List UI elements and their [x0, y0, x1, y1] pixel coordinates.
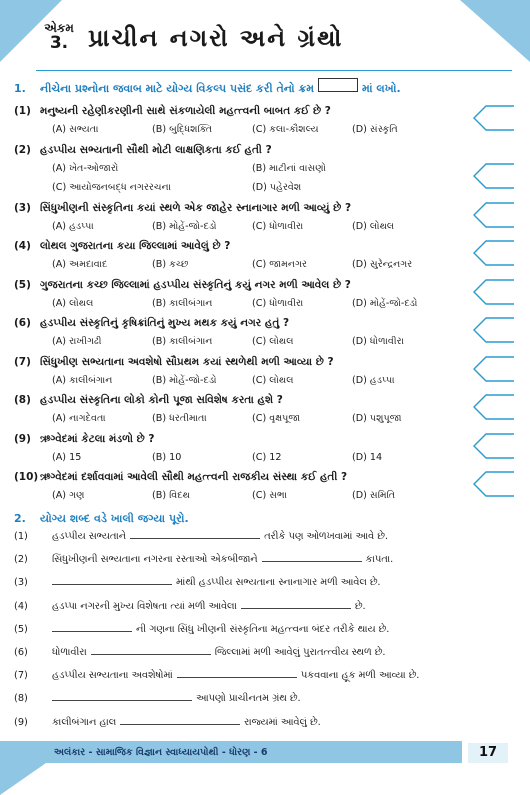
- answer-bracket: [474, 241, 514, 265]
- question-text: સિંધુખીણ સભ્યતાના અવશેષો સૌપ્રથમ કયાં સ્થળેથી મળી આવ્યા છે ?: [40, 355, 334, 368]
- question-text: હડપ્પીય સંસ્કૃતિના લોકો કોની પૂજા સવિશેષ કરતા હશે ?: [40, 394, 283, 406]
- option: (C) સભા: [252, 490, 288, 501]
- page-number: 17: [468, 743, 508, 763]
- option: (C) 12: [252, 451, 282, 463]
- option: (A) હડપ્પા: [52, 220, 94, 232]
- question: (10) ઋગ્વેદમાં દર્શાવવામાં આવેલી સૌથી મહત્ત્વની રાજકીય સંસ્થા કઈ હતી ? (A) ગણ (B) વિદથ (C) સભા (D) સમિતિ: [14, 468, 454, 507]
- question-text: ગુજરાતના કચ્છ જિલ્લામાં હડપ્પીય સંસ્કૃતિનું કયું નગર મળી આવેલ છે ?: [40, 278, 351, 291]
- mcq-instruction: 1. નીચેના પ્રશ્નોના જવાબ માટે યોગ્ય વિકલ્પ પસંદ કરી તેનો ક્રમ માં લખો.: [14, 78, 454, 96]
- option: (A) 15: [52, 451, 82, 463]
- corner-decoration-right: [460, 0, 530, 62]
- option: (A) કાલીબંગાન: [52, 374, 113, 386]
- title-divider: [36, 70, 512, 71]
- option: (B) કાલીબંગાન: [152, 297, 213, 309]
- option: (B) માટીનાં વાસણો: [252, 162, 326, 174]
- option: (D) 14: [352, 451, 383, 463]
- fill-item: (2) સિંધુખીણની સભ્યતાના નગરના રસ્તાઓ એકબીજાને કાપતા.: [14, 554, 394, 566]
- option: (A) ગણ: [52, 490, 85, 501]
- option: (D) સંસ્કૃતિ: [352, 124, 398, 135]
- question-text: ઋગ્વેદમાં દર્શાવવામાં આવેલી સૌથી મહત્ત્વની રાજકીય સંસ્થા કઈ હતી ?: [40, 471, 348, 483]
- fill-instruction: 2. યોગ્ય શબ્દ વડે ખાલી જગ્યા પૂરો.: [14, 512, 189, 525]
- answer-bracket: [474, 280, 514, 304]
- unit-word: એકમ: [44, 21, 74, 35]
- answer-bracket: [474, 472, 514, 496]
- option: (A) નાગદેવતા: [52, 413, 106, 424]
- option: (A) સભ્યતા: [52, 124, 99, 135]
- option: (B) મોહેં-જો-દડો: [152, 220, 217, 232]
- option: (B) કાલીબંગાન: [152, 336, 213, 347]
- blank-line: [130, 530, 260, 539]
- option: (C) ધોળાવીરા: [252, 297, 304, 309]
- footer-title: અલંકાર - સામાજિક વિજ્ઞાન સ્વાધ્યાયપોથી - ધોરણ - 6: [0, 741, 462, 763]
- option: (B) કચ્છ: [152, 259, 189, 270]
- answer-bracket: [474, 395, 514, 419]
- fill-item: (1) હડપ્પીય સભ્યતાને તરીકે પણ ઓળખવામાં આવે છે.: [14, 531, 388, 542]
- blank-line: [120, 716, 240, 725]
- answer-bracket: [474, 357, 514, 381]
- option: (A) ખેત-ઓજારો: [52, 162, 119, 174]
- question: (2) હડપ્પીય સભ્યતાની સૌથી મોટી લાક્ષણિકતા કઈ હતી ? (A) ખેત-ઓજારો (B) માટીનાં વાસણો (C) આયોજનબદ્ધ નગરરચના (D) પહેરવેશ: [14, 141, 454, 199]
- blank-line: [262, 553, 362, 562]
- option: (B) વિદથ: [152, 490, 190, 501]
- fill-item: (4) હડપ્પા નગરની મુખ્ય વિશેષતા ત્યાં મળી આવેલા છે.: [14, 600, 366, 612]
- unit-label: [36, 22, 82, 52]
- option: (C) લોથલ: [252, 336, 294, 347]
- question-text: સિંધુખીણની સંસ્કૃતિના કયાં સ્થળે એક જાહેર સ્નાનાગાર મળી આવ્યું છે ?: [40, 201, 352, 214]
- question: (5) ગુજરાતના કચ્છ જિલ્લામાં હડપ્પીય સંસ્કૃતિનું કયું નગર મળી આવેલ છે ? (A) લોથલ (B) કાલીબંગાન (C) ધોળાવીરા (D) મોહેં-જો-દડો: [14, 276, 454, 315]
- question-text: મનુષ્યની રહેણીકરણીની સાથે સંકળાયેલી મહત્ત્વની બાબત કઈ છે ?: [40, 105, 331, 117]
- answer-bracket: [474, 318, 514, 342]
- page-footer: [0, 741, 530, 795]
- answer-bracket: [474, 164, 514, 188]
- option: (D) લોથલ: [352, 220, 395, 232]
- blank-line: [52, 623, 132, 632]
- blank-line: [91, 646, 211, 655]
- question: (6) હડપ્પીય સંસ્કૃતિનું કૃષિક્રાંતિનું મુખ્ય મથક કયું નગર હતું ? (A) રાખીગઢી (B) કાલીબંગાન (C) લોથલ (D) ધોળાવીરા: [14, 314, 454, 353]
- option: (D) મોહેં-જો-દડો: [352, 297, 418, 309]
- question: (1) મનુષ્યની રહેણીકરણીની સાથે સંકળાયેલી મહત્ત્વની બાબત કઈ છે ? (A) સભ્યતા (B) બુદ્ધિશક્તિ (C) કલા-કૌશલ્ય (D) સંસ્કૃતિ: [14, 102, 454, 141]
- option: (D) સમિતિ: [352, 490, 396, 501]
- answer-bracket: [474, 203, 514, 227]
- chapter-title: પ્રાચીન નગરો અને ગ્રંથો: [88, 24, 344, 53]
- option: (C) ધોળાવીરા: [252, 220, 304, 232]
- option: (C) આયોજનબદ્ધ નગરરચના: [52, 181, 172, 193]
- question: (9) ઋગ્વેદમાં કેટલા મંડળો છે ? (A) 15 (B) 10 (C) 12 (D) 14: [14, 430, 454, 469]
- option: (B) મોહેં-જો-દડો: [152, 374, 217, 386]
- chapter-header: [36, 22, 343, 52]
- answer-brackets: [468, 104, 516, 504]
- question-text: ઋગ્વેદમાં કેટલા મંડળો છે ?: [40, 432, 155, 445]
- question: (7) સિંધુખીણ સભ્યતાના અવશેષો સૌપ્રથમ કયાં સ્થળેથી મળી આવ્યા છે ? (A) કાલીબંગાન (B) મોહેં-જો-દડો (C) લોથલ (D) હડપ્પા: [14, 353, 454, 392]
- option: (D) હડપ્પા: [352, 374, 395, 386]
- question-text: લોથલ ગુજરાતના કયા જિલ્લામાં આવેલું છે ?: [40, 240, 231, 252]
- answer-bracket: [474, 434, 514, 458]
- answer-box-sample: [318, 78, 358, 92]
- blank-line: [241, 600, 351, 609]
- fill-item: (8) આપણો પ્રાચીનતમ ગ્રંથ છે.: [14, 693, 301, 705]
- fill-item: (9) કાલીબંગાન હાલ રાજ્યમાં આવેલું છે.: [14, 716, 321, 728]
- fill-in-section: [14, 512, 484, 739]
- option: (C) જામનગર: [252, 259, 307, 270]
- question: (8) હડપ્પીય સંસ્કૃતિના લોકો કોની પૂજા સવિશેષ કરતા હશે ? (A) નાગદેવતા (B) ધરતીમાતા (C) વૃક્ષપૂજા (D) પશુપૂજા: [14, 391, 454, 430]
- option: (D) સુરેન્દ્રનગર: [352, 259, 413, 270]
- footer-decoration: [0, 763, 46, 795]
- option: (B) 10: [152, 451, 182, 463]
- option: (A) લોથલ: [52, 297, 94, 309]
- blank-line: [52, 692, 192, 701]
- option: (A) રાખીગઢી: [52, 336, 102, 347]
- answer-bracket: [474, 106, 514, 130]
- question-text: હડપ્પીય સંસ્કૃતિનું કૃષિક્રાંતિનું મુખ્ય મથક કયું નગર હતું ?: [40, 317, 290, 329]
- option: (C) વૃક્ષપૂજા: [252, 413, 301, 424]
- fill-item: (3) માંથી હડપ્પીય સભ્યતાના સ્નાનાગાર મળી આવેલ છે.: [14, 577, 381, 589]
- option: (B) ધરતીમાતા: [152, 413, 207, 424]
- option: (A) અમદાવાદ: [52, 259, 108, 270]
- blank-line: [177, 669, 297, 678]
- unit-number: 3.: [49, 32, 69, 53]
- fill-item: (6) ધોળાવીરા જિલ્લામાં મળી આવેલું પુરાતત્ત્વીય સ્થળ છે.: [14, 646, 386, 658]
- option: (D) પશુપૂજા: [352, 413, 402, 424]
- question: (3) સિંધુખીણની સંસ્કૃતિના કયાં સ્થળે એક જાહેર સ્નાનાગાર મળી આવ્યું છે ? (A) હડપ્પા (B) મોહેં-જો-દડો (C) ધોળાવીરા (D) લોથલ: [14, 199, 454, 238]
- option: (B) બુદ્ધિશક્તિ: [152, 124, 213, 135]
- blank-line: [52, 576, 172, 585]
- fill-item: (5) ની ગણના સિંધુ ખીણની સંસ્કૃતિના મહત્ત્વના બંદર તરીકે થાય છે.: [14, 623, 390, 635]
- option: (C) કલા-કૌશલ્ય: [252, 124, 319, 135]
- fill-item: (7) હડપ્પીય સભ્યતાના અવશેષોમાં પકવવાના હૂક મળી આવ્યા છે.: [14, 670, 420, 682]
- option: (C) લોથલ: [252, 374, 294, 386]
- option: (D) ધોળાવીરા: [352, 336, 404, 347]
- option: (D) પહેરવેશ: [252, 181, 302, 193]
- question-text: હડપ્પીય સભ્યતાની સૌથી મોટી લાક્ષણિકતા કઈ હતી ?: [40, 143, 272, 156]
- mcq-section: [14, 78, 454, 507]
- question: (4) લોથલ ગુજરાતના કયા જિલ્લામાં આવેલું છે ? (A) અમદાવાદ (B) કચ્છ (C) જામનગર (D) સુરેન્દ્રનગર: [14, 237, 454, 276]
